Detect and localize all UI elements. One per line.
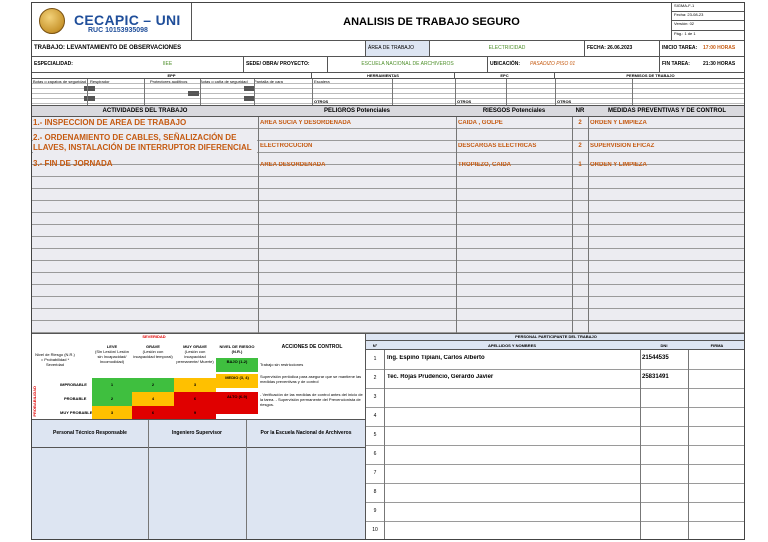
peligros-header: PELIGROS Potenciales: [323, 108, 391, 114]
severidad-label: SEVERIDAD: [142, 334, 166, 339]
personnel-header: [366, 341, 745, 350]
ats-form: [31, 2, 745, 540]
activities-body: [32, 117, 745, 333]
epp-item-1: Botas o zapatos de seguridad: [33, 79, 86, 84]
activity-1: 1.- INSPECCION DE AREA DE TRABAJO: [33, 118, 187, 127]
personnel-table: [366, 333, 745, 540]
doc-date: Fecha: 23-08-23: [672, 12, 745, 21]
matrix-cell-6: 6: [174, 392, 216, 406]
improbable-label: IMPROBABLE: [60, 382, 87, 387]
person-n-4: 4: [373, 413, 377, 419]
risk-2: DESCARGAS ELECTRICAS: [458, 143, 537, 149]
nr-1: 2: [578, 120, 582, 126]
nombres-header: APELLIDOS Y NOMBRES: [487, 343, 537, 348]
person-n-5: 5: [373, 432, 377, 438]
activities-table: [32, 106, 745, 333]
cecapic-logo-icon: [39, 8, 65, 34]
area-value: ELECTRICIDAD: [430, 41, 585, 56]
page-title: ANALISIS DE TRABAJO SEGURO: [343, 16, 520, 28]
epp-item-5: Pantalla de cara: [254, 79, 283, 84]
inicio-label: INICIO TAREA:: [662, 45, 698, 51]
matrix-cell-8: 6: [132, 406, 174, 420]
person-n-2: 2: [373, 375, 377, 381]
epp-item-4: Botas o caña de seguridad: [200, 79, 248, 84]
n-header: N°: [372, 343, 378, 348]
matrix-cell-4: 2: [92, 392, 132, 406]
hazard-2: ELECTROCUCIÓN: [260, 143, 313, 149]
nr-2: 2: [578, 143, 582, 149]
logo-area: [32, 3, 192, 41]
matrix-cell-7: 3: [92, 406, 132, 420]
herr-item-1: Escalera: [314, 79, 330, 84]
epp-item-2: Respirador: [90, 79, 110, 84]
fin-value: 21:30 HORAS: [703, 61, 736, 67]
sede-label: SEDE/ OBRA/ PROYECTO:: [244, 57, 328, 72]
ubicacion-value: PASADIZO PISO 01: [528, 57, 660, 72]
fin-label: FIN TAREA:: [662, 61, 690, 67]
ruc-number: RUC 10153935098: [88, 27, 148, 34]
permisos-header: PERMISOS DE TRABAJO: [626, 73, 675, 78]
nivel-alto: ALTO (6-9): [216, 392, 258, 414]
herramientas-header: HERRAMIENTAS: [312, 73, 455, 79]
especialidad-label: ESPECIALIDAD:: [34, 61, 73, 67]
dni-header: DNI: [660, 343, 668, 348]
person-n-6: 6: [373, 451, 377, 457]
personnel-title: PERSONAL PARTICIPANTE DEL TRABAJO: [366, 334, 745, 341]
acciones-label: ACCIONES DE CONTROL: [281, 344, 343, 350]
leve-label: LEVE (Sin Lesión/ Lesión sin Incapacidad/ Incomodidad): [94, 344, 130, 364]
measure-1: ORDEN Y LIMPIEZA: [590, 120, 647, 126]
risk-3: TROPIEZO, CAÍDA: [458, 162, 512, 168]
epp-item-3: Protectores auditivos: [150, 79, 188, 84]
activity-2: 2.- ORDENAMIENTO DE CABLES, SEÑALIZACIÓN DE LLAVES, INSTALACIÓN DE INTERRUPTOR DIFERENCIAL: [33, 133, 257, 153]
muy-grave-label: MUY GRAVE (Lesión con incapacidad permanente/ Muerte): [176, 344, 214, 364]
area-label: ÁREA DE TRABAJO: [366, 41, 430, 56]
person-n-9: 9: [373, 508, 377, 514]
epc-header: EPC: [455, 73, 555, 79]
nr-header: NR: [575, 108, 585, 114]
doc-control: [672, 3, 745, 41]
accion-bajo: Trabajo sin restricciones: [260, 362, 304, 367]
trabajo-field: TRABAJO: LEVANTAMIENTO DE OBSERVACIONES: [32, 41, 366, 56]
info-row-2: [32, 57, 745, 73]
doc-code: SIGMA-F-1: [672, 3, 745, 12]
risk-matrix: [32, 333, 366, 419]
matrix-cell-9: 9: [174, 406, 216, 420]
hazard-1: AREA SUCIA Y DESORDENADA: [260, 120, 352, 126]
person-name-2: Tec. Rojas Prudencio, Gerardo Javier: [387, 374, 494, 380]
equipment-checklist: [32, 79, 745, 106]
otros-epc: OTROS: [457, 99, 472, 104]
firma-header: FIRMA: [710, 343, 724, 348]
nr-3: 1: [578, 162, 582, 168]
doc-page: Pág.: 1 de 1: [674, 31, 696, 36]
check-3-icon[interactable]: [188, 85, 199, 103]
otros-herr: OTROS: [314, 99, 329, 104]
matrix-cell-2: 2: [132, 378, 174, 392]
person-n-10: 10: [372, 527, 378, 533]
riesgos-header: RIESGOS Potenciales: [482, 108, 546, 114]
person-n-3: 3: [373, 394, 377, 400]
fecha-field: FECHA: 26.06.2023: [585, 41, 660, 56]
sign-tecnico: Personal Técnico Responsable: [53, 430, 127, 436]
epp-header: EPP: [32, 73, 312, 79]
accion-medio: Supervisión periódica para asegurar que se mantiene las medidas preventivas y de control: [260, 374, 362, 384]
info-row-1: [32, 41, 745, 57]
medidas-header: MEDIDAS PREVENTIVAS Y DE CONTROL: [607, 108, 727, 114]
activity-3: 3.- FIN DE JORNADA: [33, 159, 113, 168]
person-dni-1: 21544535: [642, 355, 669, 361]
nivel-bajo: BAJO (1-2): [216, 358, 258, 372]
title-area: [192, 3, 672, 41]
otros-permisos: OTROS: [557, 99, 572, 104]
matrix-cell-1: 1: [92, 378, 132, 392]
activities-header-row: [32, 106, 745, 117]
grave-label: GRAVE (Lesión con incapacidad temporal): [133, 344, 173, 359]
nivel-medio: MEDIO (3, 4): [216, 374, 258, 388]
personnel-rows: [366, 350, 745, 540]
signatures-area: [32, 419, 366, 540]
probabilidad-label: PROBABILIDAD: [32, 386, 37, 417]
nivel-riesgo-label: NIVEL DE RIESGO (N.R.): [219, 344, 255, 354]
measure-2: SUPERVISIÓN EFICAZ: [590, 143, 655, 149]
risk-1: CAIDA , GOLPE: [458, 120, 503, 126]
actividades-header: ACTIVIDADES DEL TRABAJO: [102, 108, 188, 114]
accion-alto: - Verificación de las medidas de control antes del inicio de la tarea. - Supervisión permanente del Prevencionista de riesgos.: [260, 392, 363, 407]
inicio-value: 17:00 HORAS: [703, 45, 736, 51]
measure-3: ORDEN Y LIMPIEZA: [590, 162, 647, 168]
person-n-8: 8: [373, 489, 377, 495]
hazard-3: AREA DESORDENADA: [260, 162, 326, 168]
matrix-cell-3: 3: [174, 378, 216, 392]
person-n-7: 7: [373, 470, 377, 476]
brand-name: CECAPIC – UNI: [74, 12, 181, 28]
muy-probable-label: MUY PROBABLE: [60, 410, 93, 415]
sede-value: ESCUELA NACIONAL DE ARCHIVEROS: [328, 57, 488, 72]
nivel-formula: Nivel de Riesgo (N.R.) = Probabilidad * Severidad: [35, 352, 75, 367]
person-dni-2: 25831491: [642, 374, 669, 380]
doc-version: Versión: 02: [672, 21, 745, 31]
probable-label: PROBABLE: [64, 396, 87, 401]
ubicacion-label: UBICACIÓN:: [490, 61, 520, 67]
sign-ingeniero: Ingeniero Supervisor: [171, 430, 222, 436]
person-n-1: 1: [373, 356, 377, 362]
especialidad-value: IIEE: [92, 57, 244, 72]
sign-escuela: Por la Escuela Nacional de Archiveros: [260, 430, 352, 436]
matrix-cell-5: 4: [132, 392, 174, 406]
person-name-1: Ing. Espino Tipiani, Carlos Alberto: [387, 355, 485, 361]
